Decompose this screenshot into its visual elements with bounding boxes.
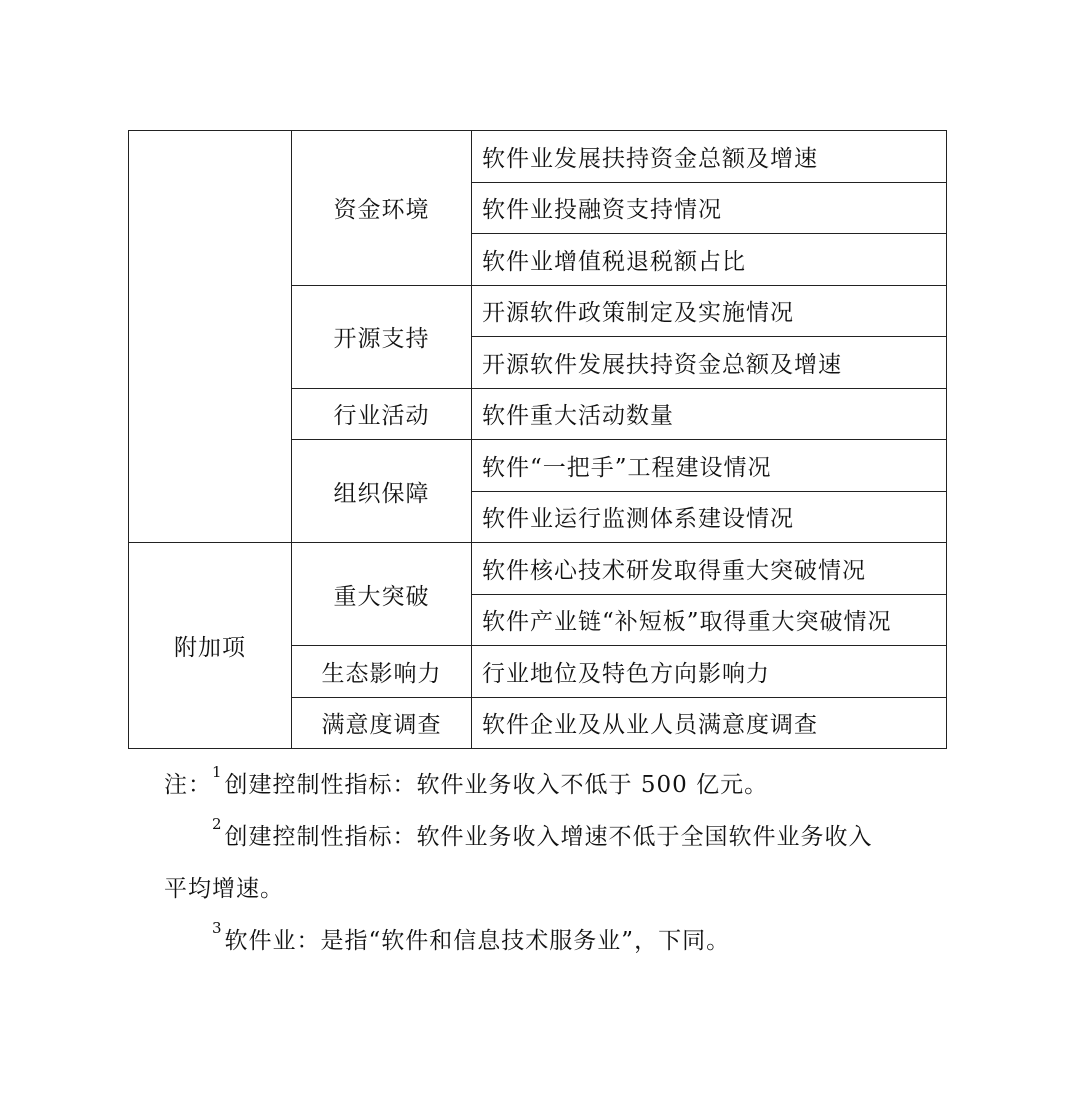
item-cell: 开源软件发展扶持资金总额及增速 (472, 337, 947, 389)
item-cell: 软件业发展扶持资金总额及增速 (472, 131, 947, 183)
footnote-text: 创建控制性指标：软件业务收入增速不低于全国软件业务收入 (224, 824, 873, 850)
item-cell: 软件核心技术研发取得重大突破情况 (472, 543, 947, 595)
category-cell: 开源支持 (292, 285, 472, 388)
footnote-text: 创建控制性指标：软件业务收入不低于 500 亿元。 (224, 772, 769, 798)
footnote-3 (212, 919, 731, 955)
note-prefix: 注： (164, 772, 212, 798)
item-cell: 软件业运行监测体系建设情况 (472, 491, 947, 543)
category-cell: 组织保障 (292, 440, 472, 543)
item-cell: 软件“一把手”工程建设情况 (472, 440, 947, 492)
item-cell: 行业地位及特色方向影响力 (472, 646, 947, 698)
item-cell: 软件产业链“补短板”取得重大突破情况 (472, 594, 947, 646)
footnote-mark: 2 (212, 815, 223, 833)
footnote-text: 平均增速。 (164, 876, 284, 902)
item-cell: 开源软件政策制定及实施情况 (472, 285, 947, 337)
category-cell: 资金环境 (292, 131, 472, 286)
category-cell: 重大突破 (292, 543, 472, 646)
footnote-text: 软件业：是指“软件和信息技术服务业”，下同。 (224, 928, 731, 954)
group-cell (129, 131, 292, 543)
item-cell: 软件业增值税退税额占比 (472, 234, 947, 286)
footnote-2 (212, 815, 873, 851)
category-cell: 满意度调查 (292, 697, 472, 749)
footnote-2-continued (164, 870, 284, 903)
footnote-mark: 3 (212, 919, 223, 937)
table-row (129, 543, 947, 595)
indicator-table (128, 130, 947, 749)
table-row (129, 131, 947, 183)
item-cell: 软件业投融资支持情况 (472, 182, 947, 234)
item-cell: 软件重大活动数量 (472, 388, 947, 440)
category-cell: 行业活动 (292, 388, 472, 440)
item-cell: 软件企业及从业人员满意度调查 (472, 697, 947, 749)
footnote-1 (164, 763, 769, 799)
group-cell: 附加项 (129, 543, 292, 749)
footnote-mark: 1 (212, 763, 223, 781)
category-cell: 生态影响力 (292, 646, 472, 698)
